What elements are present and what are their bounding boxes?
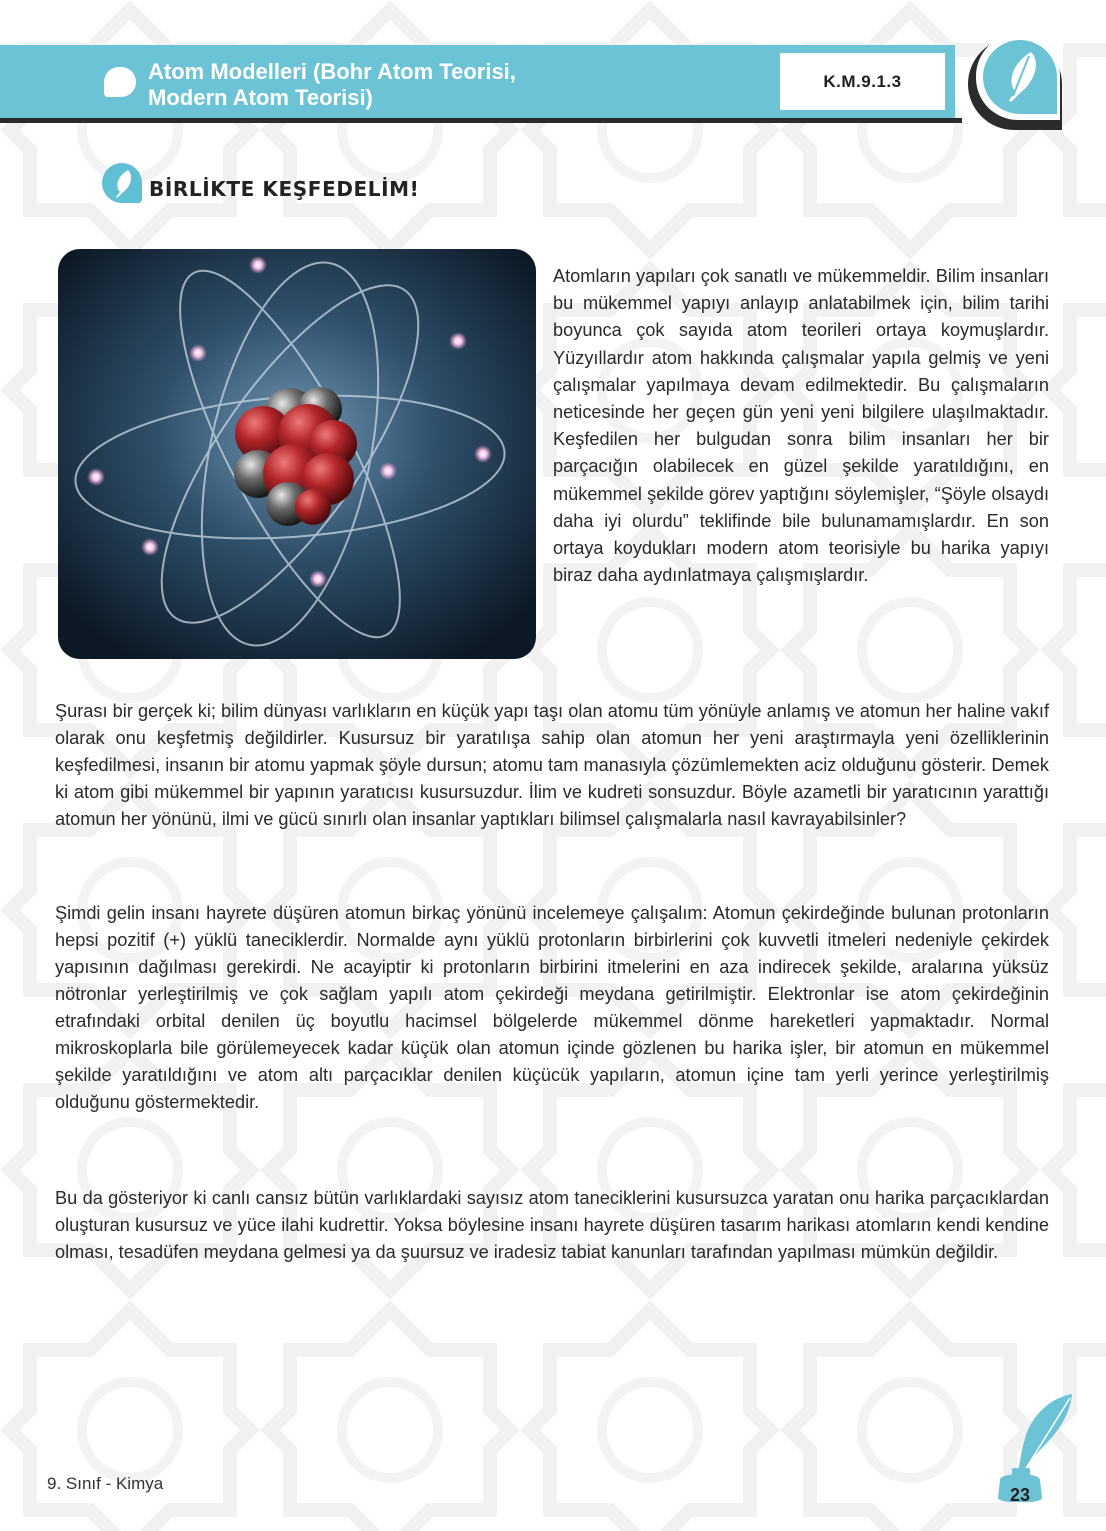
page-title-line1: Atom Modelleri (Bohr Atom Teorisi, (148, 59, 516, 84)
feather-icon (102, 163, 142, 203)
section-title: BİRLİKTE KEŞFEDELİM! (149, 177, 420, 201)
header-bullet-icon (104, 67, 136, 97)
feather-badge-icon (983, 40, 1057, 114)
page-number: 23 (1009, 1484, 1031, 1505)
curriculum-code: K.M.9.1.3 (780, 53, 945, 110)
paragraph-3: Bu da gösteriyor ki canlı cansız bütün varlıklardaki sayısız atom taneciklerini kusursuzca yaratan onu harika parçacıklardan oluşturan kusursuz ve yüce ilahi kudrettir. Yoksa böylesine insanı hayrete düşüren tasarım harikası atomların kendi kendine olması, tesadüfen meydana gelmesi ya da şuursuz ve iradesiz tabiat kanunları tarafından yapılması mümkün değildir. (55, 1188, 1049, 1262)
intro-text: Atomların yapıları çok sanatlı ve mükemmeldir. Bilim insanları bu mükemmel yapıyı anlayıp anlatabilmek için, bilim tarihi boyunca çok sayıda atom teorileri ortaya koymuşlardır. Yüzyıllardır atom hakkında çalışmalar yapıla gelmiş ve yeni çalışmalar yapılmaya devam edilmektedir. Bu çalışmaların neticesinde her geçen gün yeni yeni bilgilere ulaşılmaktadır. Keşfedilen her bulgudan sonra bilim insanları her bir parçacığın olabilecek en güzel şekilde yaratıldığını, en mükemmel şekilde görev yaptığını söylemişler, “Şöyle olsaydı daha iyi olurdu” teklifinde bile bulunamamışlardır. En son ortaya koydukları modern atom teorisiyle bu harika yapıyı biraz daha aydınlatmaya çalışmışlardır. (553, 266, 1049, 586)
header-underline (0, 118, 962, 123)
atom-model-illustration (58, 249, 536, 659)
paragraph-1: Şurası bir gerçek ki; bilim dünyası varlıkların en küçük yapı taşı olan atomu tüm yönüyle anlamış ve atomun her haline vakıf olarak onu keşfetmiş değildirler. Kusursuz bir yaratılışa sahip olan atomun her yeni araştırmayla yeni özelliklerinin keşfedilmesi, insanın bir atomu yapmak şöyle dursun; atomu tam manasıyla çözümlemekten aciz olduğunu gösterir. Demek ki atom gibi mükemmel bir yapının yaratıcısı kusursuzdur. İlim ve kudreti sonsuzdur. Böyle azametli bir yaratıcının yarattığı atomun her yönünü, ilmi ve gücü sınırlı olan insanlar yaptıkları bilimsel çalışmalarla nasıl kavrayabilsinler? (55, 701, 1049, 829)
page-title (148, 59, 668, 111)
footer-course-label: 9. Sınıf - Kimya (47, 1474, 164, 1493)
paragraph-2: Şimdi gelin insanı hayrete düşüren atomun birkaç yönünü incelemeye çalışalım: Atomun çekirdeğinde bulunan protonların hepsi pozitif (+) yüklü taneciklerdir. Normalde aynı yüklü protonların birbirlerini çok kuvvetli itmeleri nedeniyle çekirdek yapısının dağılması gerekirdi. Ne acayiptir ki protonların birbirini itmelerini en aza indirecek şekilde, aralarına yüksüz nötronlar yerleştirilmiş ve çok sağlam yapılı atom çekirdeği meydana getirilmiştir. Elektronlar ise atom çekirdeğinin etrafındaki orbital denilen üç boyutlu hacimsel bölgelerde mükemmel dönme hareketleri yapmaktadır. Normal mikroskoplarla bile görülemeyecek kadar küçük olan atomun içinde gözlenen bu harika işler, bir atomun en mükemmel şekilde yaratıldığını ve atom altı parçacıklar denilen küçücük yapıların, atomun içine tam yerli yerince yerleştirilmiş olduğunu göstermektedir. (55, 903, 1049, 1112)
page-title-line2: Modern Atom Teorisi) (148, 85, 373, 110)
